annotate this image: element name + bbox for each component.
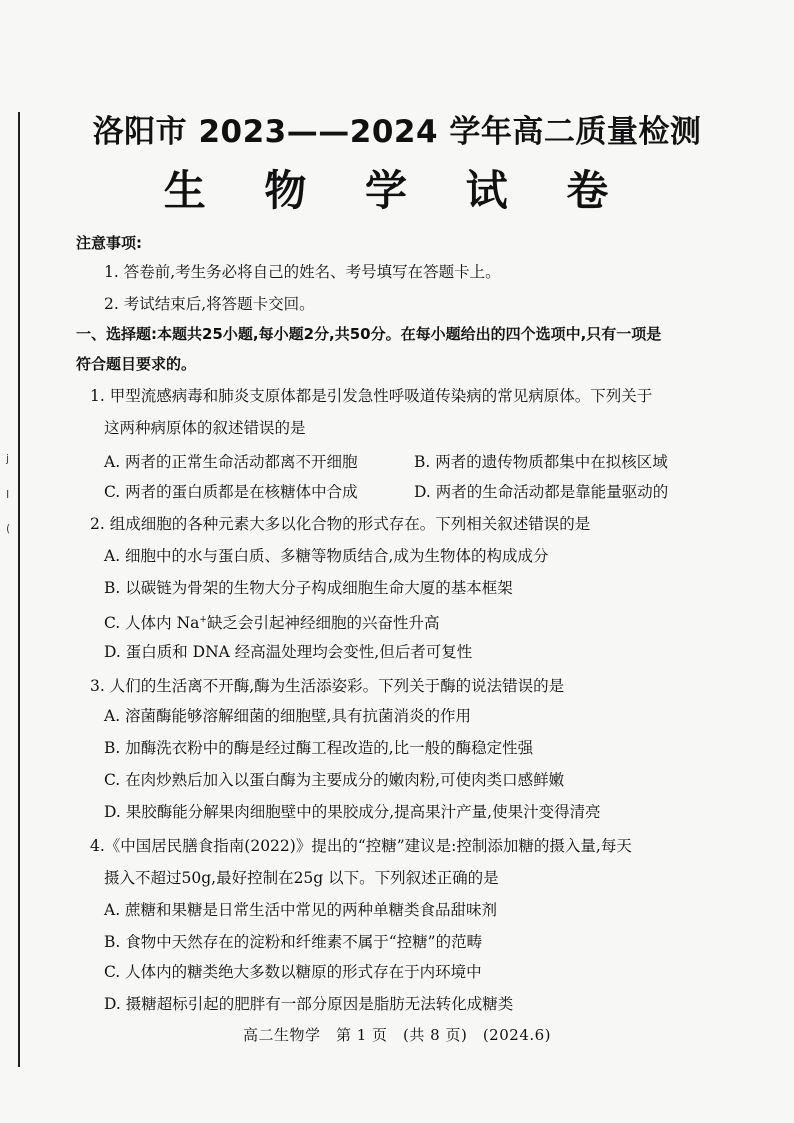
notice-heading: 注意事项: (76, 234, 142, 252)
section-instructions: 符合题目要求的。 (76, 355, 197, 373)
question-stem: 2. 组成细胞的各种元素大多以化合物的形式存在。下列相关叙述错误的是 (90, 515, 591, 533)
option-b: B. 食物中天然存在的淀粉和纤维素不属于“控糖”的范畴 (104, 933, 483, 951)
option-b: B. 两者的遗传物质都集中在拟核区域 (414, 453, 668, 471)
option-c: C. 在肉炒熟后加入以蛋白酶为主要成分的嫩肉粉,可使肉类口感鲜嫩 (104, 771, 565, 789)
question-stem: 这两种病原体的叙述错误的是 (104, 419, 306, 437)
question-stem: 3. 人们的生活离不开酶,酶为生活添姿彩。下列关于酶的说法错误的是 (90, 677, 565, 695)
option-b: B. 加酶洗衣粉中的酶是经过酶工程改造的,比一般的酶稳定性强 (104, 739, 534, 757)
option-a: A. 细胞中的水与蛋白质、多糖等物质结合,成为生物体的构成成分 (104, 547, 549, 565)
margin-mark: j (6, 452, 10, 465)
question-stem: 4.《中国居民膳食指南(2022)》提出的“控糖”建议是:控制添加糖的摄入量,每天 (90, 837, 632, 855)
option-c: C. 人体内的糖类绝大多数以糖原的形式存在于内环境中 (104, 963, 482, 981)
notice-item: 1. 答卷前,考生务必将自己的姓名、考号填写在答题卡上。 (104, 263, 501, 281)
option-d: D. 蛋白质和 DNA 经高温处理均会变性,但后者可复性 (104, 643, 473, 661)
option-a: A. 两者的正常生命活动都离不开细胞 (104, 453, 358, 471)
option-a: A. 蔗糖和果糖是日常生活中常见的两种单糖类食品甜味剂 (104, 901, 498, 919)
option-c: C. 两者的蛋白质都是在核糖体中合成 (104, 483, 358, 501)
exam-subject-title: 生 物 学 试 卷 (163, 166, 631, 215)
notice-item: 2. 考试结束后,将答题卡交回。 (104, 295, 315, 313)
margin-mark: I (6, 488, 10, 501)
option-d: D. 两者的生命活动都是靠能量驱动的 (414, 483, 669, 501)
section-instructions: 一、选择题:本题共25小题,每小题2分,共50分。在每小题给出的四个选项中,只有一项是 (76, 325, 662, 343)
option-d: D. 摄糖超标引起的肥胖有一部分原因是脂肪无法转化成糖类 (104, 995, 514, 1013)
question-stem: 1. 甲型流感病毒和肺炎支原体都是引发急性呼吸道传染病的常见病原体。下列关于 (90, 387, 653, 405)
page-footer: 高二生物学 第 1 页 (共 8 页) (2024.6) (242, 1026, 552, 1044)
exam-title: 洛阳市 2023——2024 学年高二质量检测 (92, 114, 702, 150)
margin-mark: ( (6, 522, 11, 535)
option-a: A. 溶菌酶能够溶解细菌的细胞壁,具有抗菌消炎的作用 (104, 707, 471, 725)
question-stem: 摄入不超过50g,最好控制在25g 以下。下列叙述正确的是 (104, 869, 499, 887)
option-d: D. 果胶酶能分解果肉细胞壁中的果胶成分,提高果汁产量,使果汁变得清亮 (104, 803, 601, 821)
option-c: C. 人体内 Na+缺乏会引起神经细胞的兴奋性升高 (104, 614, 440, 633)
margin-binding-line (18, 112, 20, 1067)
option-b: B. 以碳链为骨架的生物大分子构成细胞生命大厦的基本框架 (104, 579, 513, 597)
